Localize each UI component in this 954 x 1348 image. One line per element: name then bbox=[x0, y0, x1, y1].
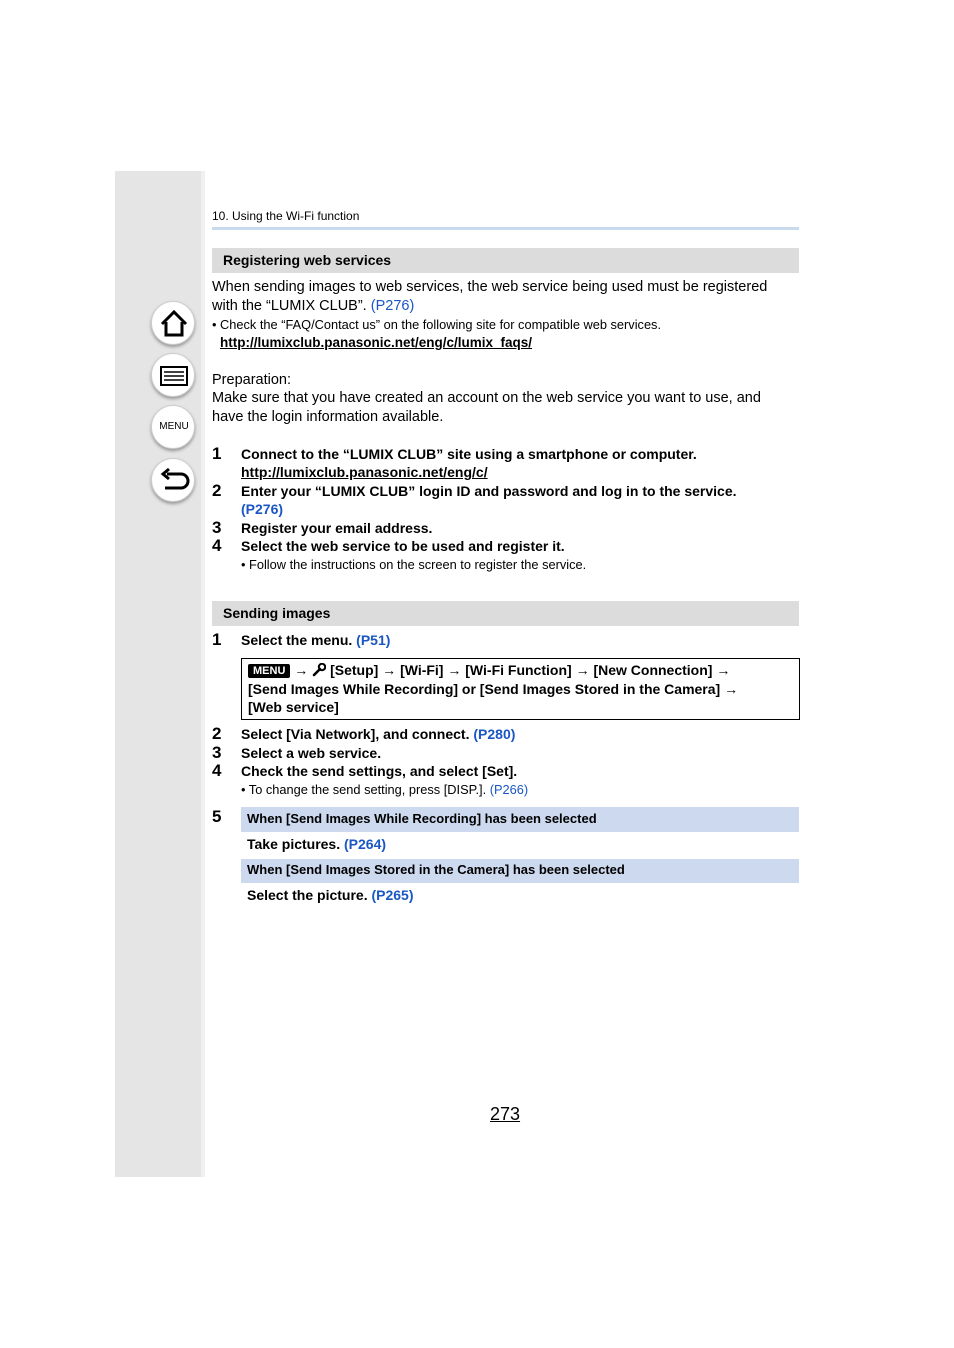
section-title-sending: Sending images bbox=[212, 601, 799, 626]
step-label: Select [Via Network], and connect. bbox=[241, 726, 470, 742]
step-number: 4 bbox=[212, 761, 222, 780]
step-text bbox=[241, 631, 390, 649]
step-number: 5 bbox=[212, 807, 222, 826]
faq-bullet: • Check the “FAQ/Contact us” on the following site for compatible web services. bbox=[212, 317, 662, 332]
arrow: → bbox=[294, 662, 309, 678]
step-text: Register your email address. bbox=[241, 520, 433, 536]
step-text: Connect to the “LUMIX CLUB” site using a smartphone or computer. bbox=[241, 446, 697, 462]
menu-wifi-function: [Wi-Fi Function] bbox=[465, 662, 572, 678]
list-icon bbox=[152, 354, 196, 398]
menu-send-images: [Send Images While Recording] or [Send Images Stored in the Camera] bbox=[248, 680, 721, 697]
arrow: → bbox=[724, 680, 739, 697]
case-stored-action bbox=[247, 886, 414, 904]
intro-line-2 bbox=[212, 297, 414, 316]
menu-path-line-1 bbox=[248, 661, 799, 680]
step-text bbox=[241, 725, 515, 743]
step-note bbox=[241, 781, 528, 798]
arrow: → bbox=[382, 662, 397, 678]
menu-new-connection: [New Connection] bbox=[593, 662, 713, 678]
step-text: Enter your “LUMIX CLUB” login ID and password and log in to the service. bbox=[241, 483, 737, 499]
note-text: • To change the send setting, press [DISP.]. bbox=[241, 782, 487, 797]
step-number: 3 bbox=[212, 743, 222, 762]
menu-label: MENU bbox=[159, 421, 189, 432]
ref-link-p276[interactable]: (P276) bbox=[241, 501, 284, 517]
contents-button[interactable] bbox=[151, 353, 195, 397]
case-stored-bar: When [Send Images Stored in the Camera] has been selected bbox=[241, 859, 799, 883]
step-number: 1 bbox=[212, 444, 222, 463]
prep-line-1: Make sure that you have created an account on the web service you want to use, and bbox=[212, 390, 761, 406]
step-number: 2 bbox=[212, 481, 222, 500]
arrow: → bbox=[575, 662, 590, 678]
menu-button[interactable] bbox=[151, 405, 195, 449]
step-label: Select the menu. bbox=[241, 632, 353, 648]
case-recording-bar: When [Send Images While Recording] has been selected bbox=[241, 807, 799, 832]
arrow: → bbox=[716, 662, 731, 678]
step-text: Select the web service to be used and register it. bbox=[241, 538, 565, 554]
home-icon bbox=[152, 302, 196, 346]
step-number: 2 bbox=[212, 724, 222, 743]
back-button[interactable] bbox=[151, 458, 195, 502]
ref-link-p280[interactable]: (P280) bbox=[473, 726, 516, 742]
menu-setup: [Setup] bbox=[330, 662, 379, 678]
step-number: 4 bbox=[212, 536, 222, 555]
menu-badge: MENU bbox=[248, 664, 290, 678]
sidebar-edge bbox=[201, 171, 205, 1177]
step-number: 3 bbox=[212, 518, 222, 537]
ref-link-p265[interactable]: (P265) bbox=[371, 887, 414, 903]
ref-link-p51[interactable]: (P51) bbox=[356, 632, 391, 648]
menu-path-line-3: [Web service] bbox=[248, 699, 339, 715]
case-recording-action bbox=[247, 835, 386, 853]
step-note: • Follow the instructions on the screen to register the service. bbox=[241, 557, 587, 572]
header-rule bbox=[212, 227, 799, 230]
wrench-icon bbox=[312, 663, 326, 677]
menu-path-line-2 bbox=[248, 680, 799, 699]
intro-text: with the “LUMIX CLUB”. bbox=[212, 298, 367, 314]
arrow: → bbox=[447, 662, 462, 678]
prep-label: Preparation: bbox=[212, 372, 291, 388]
step-number: 1 bbox=[212, 630, 222, 649]
home-button[interactable] bbox=[151, 301, 195, 345]
menu-path-box bbox=[241, 658, 800, 720]
lumix-club-url-link[interactable]: http://lumixclub.panasonic.net/eng/c/ bbox=[241, 464, 488, 480]
ref-link-p264[interactable]: (P264) bbox=[344, 836, 387, 852]
page-number: 273 bbox=[490, 1104, 521, 1124]
faq-url-link[interactable]: http://lumixclub.panasonic.net/eng/c/lumix_faqs/ bbox=[220, 335, 533, 350]
ref-link-p266[interactable]: (P266) bbox=[489, 782, 529, 797]
action-label: Select the picture. bbox=[247, 887, 368, 903]
ref-link-p276[interactable]: (P276) bbox=[370, 298, 415, 314]
prep-line-2: have the login information available. bbox=[212, 409, 444, 425]
intro-line-1: When sending images to web services, the web service being used must be registered bbox=[212, 279, 768, 295]
step-text: Select a web service. bbox=[241, 745, 382, 761]
action-label: Take pictures. bbox=[247, 836, 341, 852]
section-title-registering: Registering web services bbox=[212, 248, 799, 273]
step-text: Check the send settings, and select [Set]. bbox=[241, 763, 518, 779]
chapter-header: 10. Using the Wi-Fi function bbox=[212, 209, 360, 223]
back-arrow-icon bbox=[152, 459, 196, 503]
menu-wifi: [Wi-Fi] bbox=[400, 662, 444, 678]
